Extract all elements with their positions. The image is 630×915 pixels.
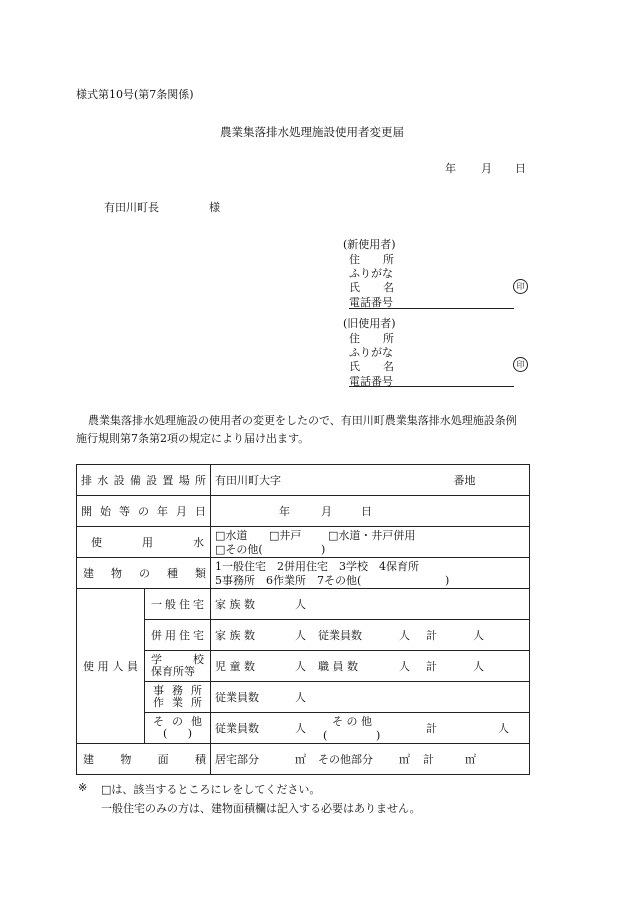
- users-general-value-cell[interactable]: [211, 589, 530, 620]
- location-row: [77, 465, 530, 496]
- start-date-value-cell[interactable]: [211, 496, 530, 527]
- location-value-cell[interactable]: [211, 465, 530, 496]
- new-user-address-label-1: 住: [349, 253, 360, 266]
- users-label: 使 用 人 員: [77, 589, 145, 744]
- users-general-label: 一 般 住 宅: [145, 589, 211, 620]
- area-value-cell[interactable]: [211, 744, 530, 775]
- area-other-label: その他部分: [318, 753, 373, 766]
- users-mixed-total-label: 計: [426, 629, 437, 642]
- note-mark: ※: [78, 781, 88, 794]
- old-user-name-label-2: 名: [383, 360, 394, 373]
- old-user-address-label-1: 住: [349, 332, 360, 345]
- form-number: 様式第10号(第7条関係): [76, 88, 194, 101]
- users-mixed-value-cell[interactable]: [211, 620, 530, 651]
- location-suffix: 番地: [453, 473, 476, 487]
- users-office-row: [77, 682, 530, 713]
- water-label: 使 用 水: [77, 527, 211, 558]
- body-text-line-2: 施行規則第7条第2項の規定により届け出ます。: [76, 432, 310, 445]
- users-other-total-unit: 人: [498, 722, 509, 735]
- new-user-name-label-1: 氏: [349, 281, 360, 294]
- users-other-value-cell[interactable]: [211, 713, 530, 744]
- old-user-address-label-2: 所: [383, 332, 394, 345]
- new-user-phone-underline: [349, 308, 514, 309]
- water-row: [77, 527, 530, 558]
- date-month-label: 月: [481, 162, 492, 175]
- location-label: 排 水 設 備 設 置 場 所: [77, 465, 211, 496]
- users-school-label: 学 校 保育所等: [145, 651, 211, 682]
- water-option-tap-checkbox[interactable]: □水道: [215, 529, 248, 542]
- users-mixed-employee-label: 従業員数: [318, 629, 362, 642]
- users-general-family-unit: 人: [295, 598, 306, 611]
- users-mixed-row: [77, 620, 530, 651]
- users-mixed-total-unit: 人: [473, 629, 484, 642]
- water-options-cell: [211, 527, 530, 558]
- users-mixed-family-label: 家 族 数: [215, 629, 255, 642]
- users-mixed-employee-unit: 人: [399, 629, 410, 642]
- date-day-label: 日: [515, 162, 526, 175]
- new-user-name-label-2: 名: [383, 281, 394, 294]
- start-month-label: 月: [321, 505, 332, 518]
- note-line-1: □は、該当するところにレをしてください。: [101, 783, 321, 796]
- old-user-heading: (旧使用者): [343, 317, 396, 330]
- users-school-children-label: 児 童 数: [215, 660, 255, 673]
- area-residential-label: 居宅部分: [215, 753, 259, 766]
- old-user-phone-underline: [349, 386, 514, 387]
- users-other-mid-close: ): [376, 729, 381, 742]
- new-user-address-label-2: 所: [383, 253, 394, 266]
- users-school-row: [77, 651, 530, 682]
- building-types-cell[interactable]: [211, 558, 530, 589]
- new-user-furigana-label: ふりがな: [349, 267, 393, 280]
- body-text-line-1: 農業集落排水処理施設の使用者の変更をしたので、有田川町農業集落排水処理施設条例: [88, 414, 517, 427]
- water-other-close: ): [321, 543, 326, 556]
- old-user-seal-icon: 印: [513, 357, 528, 372]
- users-mixed-label: 併 用 住 宅: [145, 620, 211, 651]
- area-other-unit: ㎡: [399, 753, 410, 766]
- users-office-employee-label: 従業員数: [215, 691, 259, 704]
- location-prefix: 有田川町大字: [215, 473, 281, 487]
- users-other-employee-label: 従業員数: [215, 722, 259, 735]
- new-user-seal-icon: 印: [513, 279, 528, 294]
- note-line-2: 一般住宅のみの方は、建物面積欄は記入する必要はありません。: [101, 802, 421, 815]
- users-other-mid-open: (: [323, 729, 328, 742]
- old-user-phone-label: 電話番号: [349, 375, 393, 388]
- addressee-name: 有田川町長: [104, 201, 159, 214]
- users-other-mid-label: そ の 他: [332, 715, 372, 728]
- users-school-staff-unit: 人: [399, 660, 410, 673]
- old-user-name-label-1: 氏: [349, 360, 360, 373]
- users-office-employee-unit: 人: [295, 691, 306, 704]
- new-user-heading: (新使用者): [343, 238, 396, 251]
- area-total-label: 計: [423, 753, 434, 766]
- water-option-well-checkbox[interactable]: □井戸: [269, 529, 302, 542]
- building-row: [77, 558, 530, 589]
- users-other-label: そ の 他 ( ): [145, 713, 211, 744]
- users-other-total-label: 計: [426, 722, 437, 735]
- start-year-label: 年: [279, 505, 290, 518]
- start-day-label: 日: [361, 505, 372, 518]
- users-office-value-cell[interactable]: [211, 682, 530, 713]
- area-total-unit: ㎡: [465, 753, 476, 766]
- area-row: [77, 744, 530, 775]
- area-label: 建 物 面 積: [77, 744, 211, 775]
- building-label: 建 物 の 種 類: [77, 558, 211, 589]
- addressee-honorific: 様: [209, 201, 220, 214]
- users-general-family-label: 家 族 数: [215, 598, 255, 611]
- users-other-employee-unit: 人: [295, 722, 306, 735]
- date-year-label: 年: [445, 162, 456, 175]
- users-school-total-unit: 人: [473, 660, 484, 673]
- users-school-value-cell[interactable]: [211, 651, 530, 682]
- start-date-row: [77, 496, 530, 527]
- area-residential-unit: ㎡: [295, 753, 306, 766]
- building-types-line-1: 1一般住宅 2併用住宅 3学校 4保育所: [215, 560, 419, 573]
- new-user-phone-label: 電話番号: [349, 296, 393, 309]
- users-school-children-unit: 人: [295, 660, 306, 673]
- users-school-staff-label: 職 員 数: [318, 660, 358, 673]
- users-mixed-family-unit: 人: [295, 629, 306, 642]
- water-option-other-checkbox[interactable]: □その他(: [215, 543, 263, 556]
- building-other-close: ): [445, 574, 450, 587]
- document-title: 農業集落排水処理施設使用者変更届: [220, 125, 404, 139]
- users-office-label: 事 務 所 作 業 所: [145, 682, 211, 713]
- users-general-row: [77, 589, 530, 620]
- building-types-line-2: 5事務所 6作業所 7その他(: [215, 574, 362, 587]
- old-user-furigana-label: ふりがな: [349, 346, 393, 359]
- start-date-label: 開 始 等 の 年 月 日: [77, 496, 211, 527]
- application-table: [76, 464, 530, 775]
- users-other-row: [77, 713, 530, 744]
- water-option-both-checkbox[interactable]: □水道・井戸併用: [328, 529, 416, 542]
- users-school-total-label: 計: [426, 660, 437, 673]
